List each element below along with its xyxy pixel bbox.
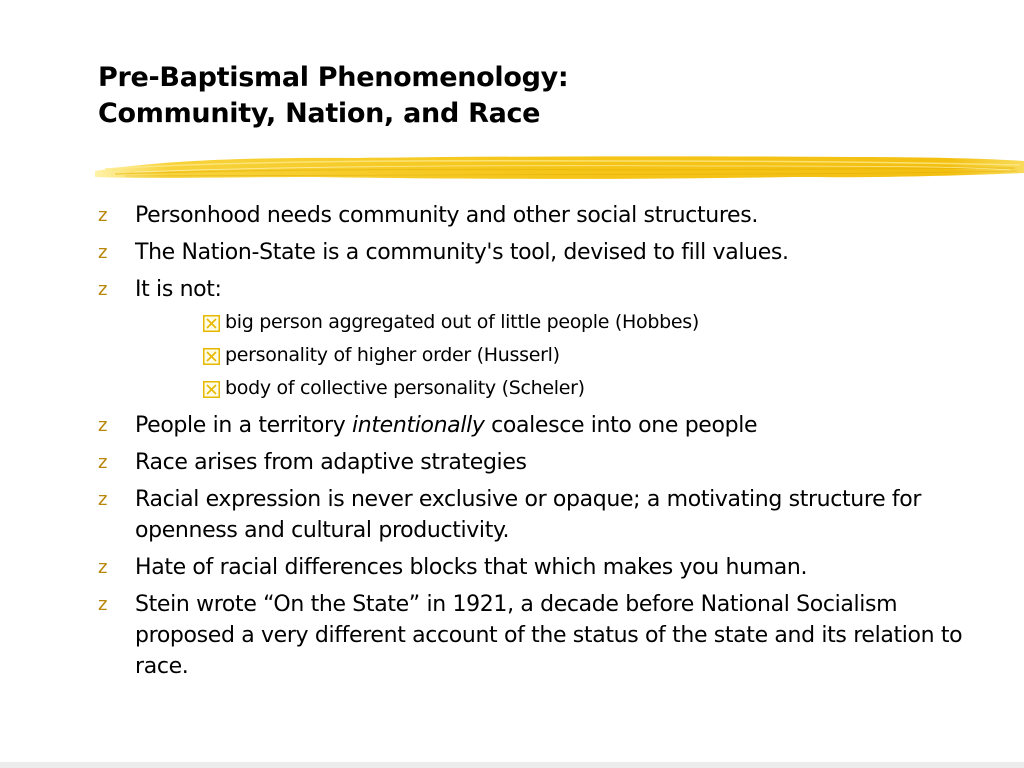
bullet-item <box>98 552 978 583</box>
sub-bullet-text: big person aggregated out of little people (Hobbes) <box>225 311 699 333</box>
bullet-text: Racial expression is never exclusive or opaque; a motivating structure for openness and cultural productivity. <box>135 487 922 543</box>
z-bullet-icon: z <box>98 415 108 436</box>
bullet-item <box>98 589 978 682</box>
z-bullet-icon: z <box>98 489 108 510</box>
z-bullet-icon: z <box>98 205 108 226</box>
sub-bullet-text: body of collective personality (Scheler) <box>225 377 585 399</box>
z-bullet-icon: z <box>98 452 108 473</box>
bullet-item <box>98 200 978 231</box>
boxed-x-icon <box>203 315 220 332</box>
brush-stroke-divider <box>95 147 1024 189</box>
boxed-x-icon <box>203 381 220 398</box>
z-bullet-icon: z <box>98 242 108 263</box>
bullet-text: Race arises from adaptive strategies <box>135 450 527 475</box>
bullet-text-pre: People in a territory <box>135 413 353 438</box>
bullet-text: Stein wrote “On the State” in 1921, a decade before National Socialism proposed a very different account of the status of the state and its relation to race. <box>135 592 963 679</box>
bullet-list <box>98 200 978 682</box>
bullet-text: Hate of racial differences blocks that which makes you human. <box>135 555 808 580</box>
bullet-item <box>98 274 978 305</box>
bullet-text: Personhood needs community and other social structures. <box>135 203 758 228</box>
bullet-text: The Nation-State is a community's tool, devised to fill values. <box>135 240 789 265</box>
sub-bullet-text: personality of higher order (Husserl) <box>225 344 560 366</box>
bullet-item <box>98 447 978 478</box>
boxed-x-icon <box>203 348 220 365</box>
bullet-text-emphasis: intentionally <box>352 413 485 438</box>
z-bullet-icon: z <box>98 557 108 578</box>
sub-bullet-item <box>98 306 978 338</box>
bullet-item <box>98 237 978 268</box>
sub-bullet-item <box>98 339 978 371</box>
z-bullet-icon: z <box>98 279 108 300</box>
bullet-item <box>98 410 978 441</box>
title-line-1: Pre-Baptismal Phenomenology: <box>98 62 569 93</box>
slide-title <box>98 60 568 132</box>
bullet-text: It is not: <box>135 277 222 302</box>
bullet-text-post: coalesce into one people <box>484 413 758 438</box>
bullet-item <box>98 484 978 546</box>
footer-divider <box>0 762 1024 768</box>
title-line-2: Community, Nation, and Race <box>98 98 541 129</box>
sub-bullet-item <box>98 372 978 404</box>
z-bullet-icon: z <box>98 594 108 615</box>
